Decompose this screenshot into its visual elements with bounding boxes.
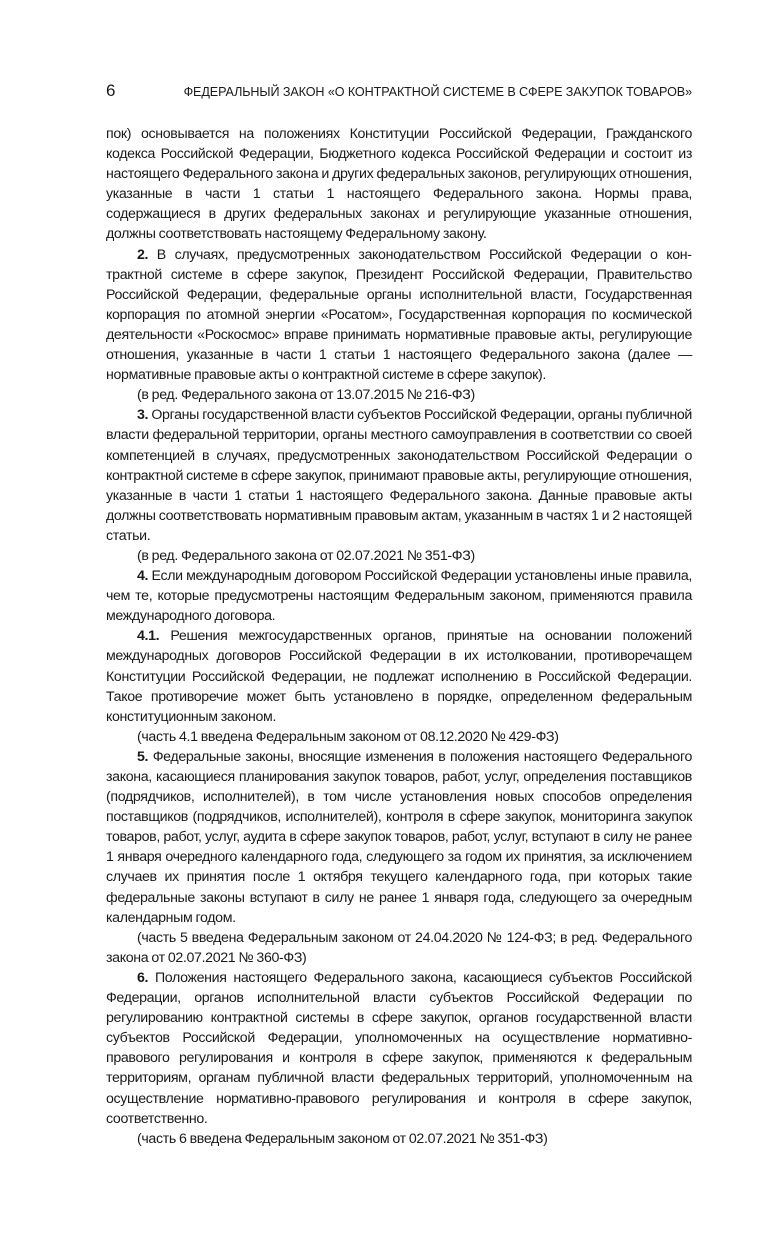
- paragraph-continuation: [106, 124, 692, 245]
- paragraph-text: В случаях, предусмотренных законодательством Российской Федерации о контрактной системе в сфере закупок, Президент Российской Федерации, Правительство Российской Федерации, федеральные органы исполнительной власти, Государственная корпорация по атомной энергии «Росатом», Государственная корпорация по космической деятельности «Роскосмос» вправе принимать нормативные правовые акты, регулирующие отношения, указанные в части 1 статьи 1 настоящего Федерального закона (далее — нормативные правовые акты о контрактной системе в сфере закупок).: [106, 246, 692, 384]
- paragraph-part-3: [106, 405, 692, 546]
- paragraph-text: пок) основывается на положениях Конституции Российской Федерации, Гражданского кодекса Российской Федерации, Бюджетного кодекса Российской Федерации и состоит из настоящего Федерального закона и других федеральных законов, регулирующих отношения, указанные в части 1 статьи 1 настоящего Федерального закона. Нормы права, содержащиеся в других федеральных законах и регулирующие указанные отношения, должны соответствовать настоящему Федеральному закону.: [106, 126, 692, 243]
- paragraph-part-4: [106, 566, 692, 626]
- amendment-note: [106, 727, 692, 747]
- amendment-note: [106, 385, 692, 405]
- note-text: (часть 5 введена Федеральным законом от 24.04.2020 № 124-ФЗ; в ред. Федерального закона от 02.07.2021 № 360-ФЗ): [106, 929, 692, 966]
- running-header: [106, 80, 692, 102]
- part-number: 4.1.: [137, 628, 160, 645]
- article-text: [106, 124, 692, 1149]
- paragraph-text: Положения настоящего Федерального закона, касающиеся субъектов Российской Федерации, органов исполнительной власти субъектов Российской Федерации по регулированию контрактной системы в сфере закупок, органов государственной власти субъектов Российской Федерации, уполномоченных на осуществление нормативно-правового регулирования и контроля в сфере закупок, применяются к федеральным территориям, органам публичной власти федеральных территорий, уполномоченным на осуществление нормативно-правового регулирования и контроля в сфере закупок, соответственно.: [106, 969, 692, 1127]
- paragraph-part-4-1: [106, 626, 692, 726]
- part-number: 3.: [137, 407, 149, 424]
- page-number: 6: [106, 81, 116, 100]
- paragraph-part-6: [106, 968, 692, 1129]
- paragraph-text: Если международным договором Российской Федерации установлены иные правила, чем те, которые предусмотрены настоящим Федеральным законом, применяются правила международного договора.: [106, 568, 692, 625]
- note-text: (часть 6 введена Федеральным законом от 02.07.2021 № 351-ФЗ): [137, 1130, 548, 1147]
- note-text: (в ред. Федерального закона от 13.07.2015 № 216-ФЗ): [137, 387, 475, 404]
- note-text: (в ред. Федерального закона от 02.07.2021 № 351-ФЗ): [137, 547, 475, 564]
- paragraph-text: Решения межгосударственных органов, принятые на основании положений международных договоров Российской Федерации в их истолковании, противоречащем Конституции Российской Федерации, не подлежат исполнению в Российской Федерации. Такое противоречие может быть установлено в порядке, определенном федеральным конституционным законом.: [106, 628, 692, 725]
- running-title: ФЕДЕРАЛЬНЫЙ ЗАКОН «О КОНТРАКТНОЙ СИСТЕМЕ В СФЕРЕ ЗАКУПОК ТОВАРОВ»: [183, 85, 692, 99]
- note-text: (часть 4.1 введена Федеральным законом от 08.12.2020 № 429-ФЗ): [137, 728, 559, 745]
- paragraph-text: Федеральные законы, вносящие изменения в положения настоящего Федерального закона, касающиеся планирования закупок товаров, работ, услуг, определения поставщиков (подрядчиков, исполнителей), в том числе установления новых способов определения поставщиков (подрядчиков, исполнителей), контроля в сфере закупок, мониторинга закупок товаров, работ, услуг, аудита в сфере закупок товаров, работ, услуг, вступают в силу не ранее 1 января очередного календарного года, следующего за годом их принятия, за исключением случаев их принятия после 1 октября текущего календарного года, при которых такие федеральные законы вступают в силу не ранее 1 января года, следующего за очередным календарным годом.: [106, 748, 692, 926]
- paragraph-part-2: [106, 245, 692, 386]
- part-number: 5.: [137, 748, 149, 765]
- paragraph-text: Органы государственной власти субъектов Российской Федерации, органы публичной власти федеральной территории, органы местного самоуправления в соответствии со своей компетенцией в случаях, предусмотренных законодательством Российской Федерации о контрактной системе в сфере закупок, принимают правовые акты, регулирующие отношения, указанные в части 1 статьи 1 настоящего Федерального закона. Данные правовые акты должны соответствовать нормативным правовым актам, указанным в частях 1 и 2 настоящей статьи.: [106, 407, 692, 544]
- amendment-note: [106, 928, 692, 968]
- part-number: 2.: [137, 246, 149, 263]
- paragraph-part-5: [106, 747, 692, 928]
- amendment-note: [106, 1129, 692, 1149]
- part-number: 4.: [137, 568, 149, 585]
- amendment-note: [106, 546, 692, 566]
- part-number: 6.: [137, 969, 149, 986]
